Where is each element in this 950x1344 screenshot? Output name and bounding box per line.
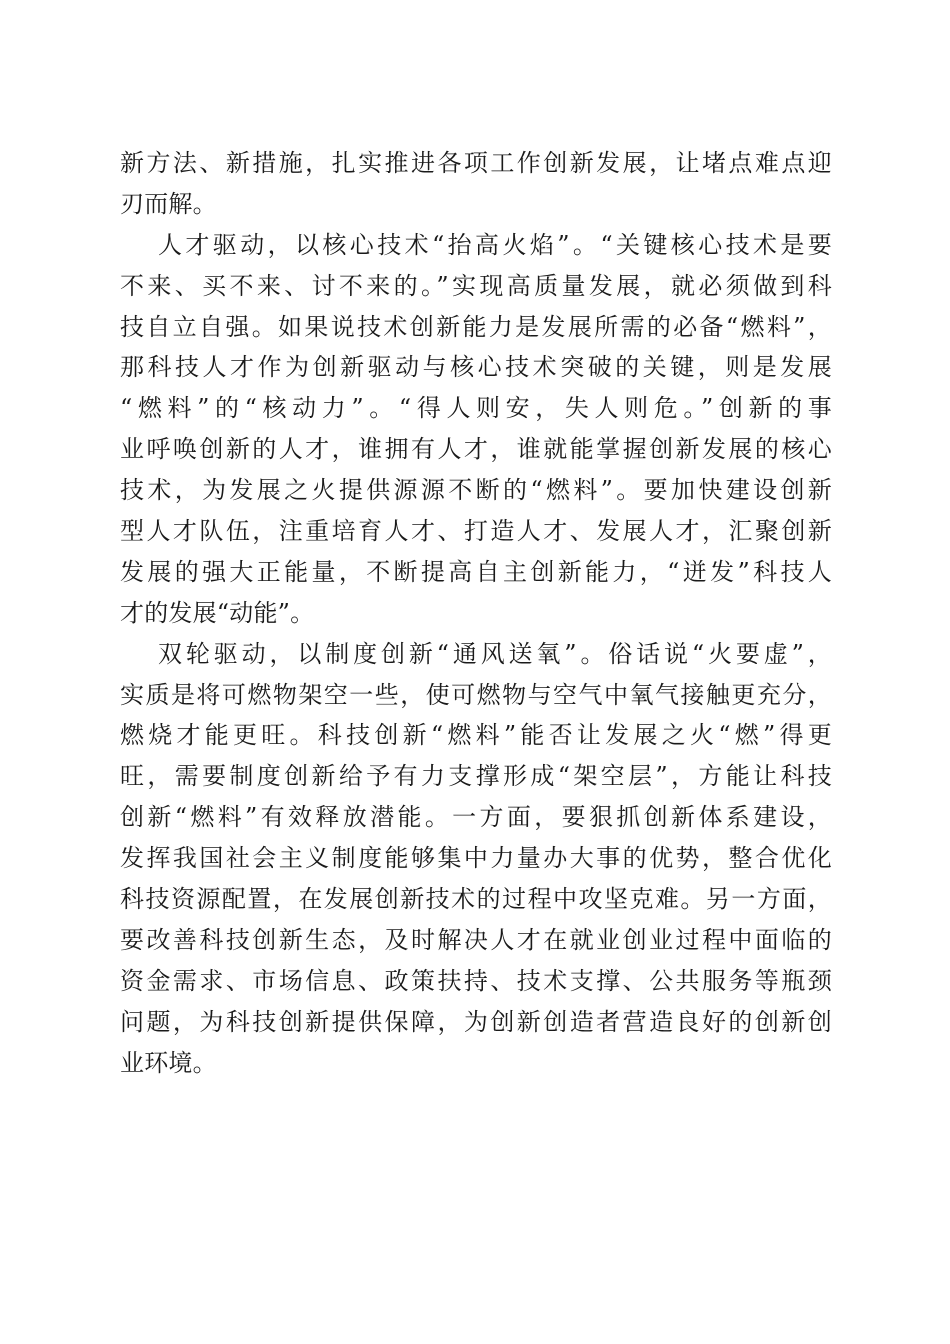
paragraph-2-line-7: 技术，为发展之火提供源源不断的“燃料”。要加快建设创新 [120, 476, 832, 505]
paragraph-3-line-2: 实质是将可燃物架空一些，使可燃物与空气中氧气接触更充分， [120, 680, 832, 709]
paragraph-3-line-5: 创新“燃料”有效释放潜能。一方面，要狠抓创新体系建设， [120, 803, 832, 832]
paragraph-3-line-9: 资金需求、市场信息、政策扶持、技术支撑、公共服务等瓶颈 [120, 966, 832, 995]
paragraph-2-line-10: 才的发展“动能”。 [120, 598, 315, 627]
paragraph-2-line-4: 那科技人才作为创新驱动与核心技术突破的关键，则是发展 [120, 353, 832, 382]
paragraph-3-line-3: 燃烧才能更旺。科技创新“燃料”能否让发展之火“燃”得更 [120, 721, 832, 750]
paragraph-2-line-1: 人才驱动，以核心技术“抬高火焰”。“关键核心技术是要 [158, 230, 832, 259]
paragraph-1-line-2: 刃而解。 [120, 189, 217, 218]
document-body [120, 143, 832, 1083]
paragraph-3-line-8: 要改善科技创新生态，及时解决人才在就业创业过程中面临的 [120, 925, 832, 954]
paragraph-2-line-6: 业呼唤创新的人才，谁拥有人才，谁就能掌握创新发展的核心 [120, 435, 832, 464]
paragraph-3-line-11: 业环境。 [120, 1048, 217, 1077]
paragraph-2-line-2: 不来、买不来、讨不来的。”实现高质量发展，就必须做到科 [120, 271, 832, 300]
paragraph-2-line-9: 发展的强大正能量，不断提高自主创新能力，“迸发”科技人 [120, 557, 832, 586]
paragraph-3-line-1: 双轮驱动，以制度创新“通风送氧”。俗话说“火要虚”， [158, 639, 832, 668]
paragraph-3-line-6: 发挥我国社会主义制度能够集中力量办大事的优势，整合优化 [120, 844, 832, 873]
paragraph-3-line-4: 旺，需要制度创新给予有力支撑形成“架空层”，方能让科技 [120, 762, 832, 791]
paragraph-2-line-8: 型人才队伍，注重培育人才、打造人才、发展人才，汇聚创新 [120, 517, 832, 546]
paragraph-3-line-7: 科技资源配置，在发展创新技术的过程中攻坚克难。另一方面， [120, 885, 832, 914]
paragraph-2-line-3: 技自立自强。如果说技术创新能力是发展所需的必备“燃料”， [120, 312, 832, 341]
paragraph-1-line-1: 新方法、新措施，扎实推进各项工作创新发展，让堵点难点迎 [120, 149, 832, 177]
paragraph-2-line-5: “燃料”的“核动力”。“得人则安，失人则危。”创新的事 [120, 394, 832, 423]
paragraph-3-line-10: 问题，为科技创新提供保障，为创新创造者营造良好的创新创 [120, 1007, 832, 1036]
